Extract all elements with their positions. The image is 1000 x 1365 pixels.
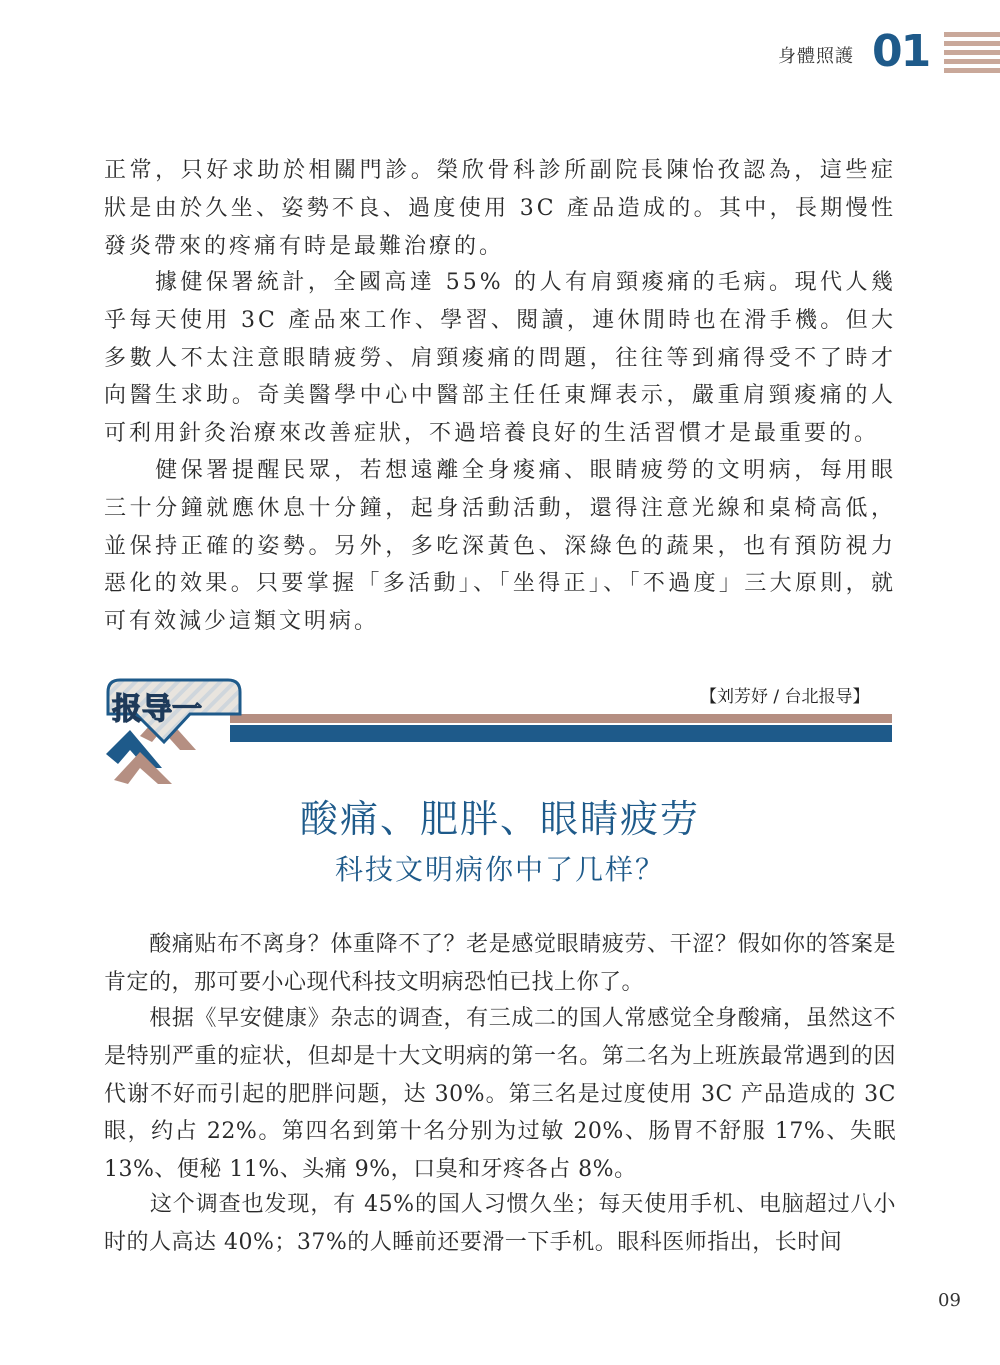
report-label: 报导一: [112, 692, 202, 727]
article-paragraph-1: 酸痛贴布不离身？体重降不了？老是感觉眼睛疲劳、干涩？假如你的答案是肯定的，那可要小心现代科技文明病恐怕已找上你了。: [104, 932, 896, 995]
article-paragraph-3: 这个调查也发现，有 45%的国人习惯久坐；每天使用手机、电脑超过八小时的人高达 40%；37%的人睡前还要滑一下手机。眼科医师指出，长时间: [104, 1192, 896, 1255]
page-number: 09: [938, 1290, 961, 1311]
article-paragraph-2: 根据《早安健康》杂志的调查，有三成二的国人常感觉全身酸痛，虽然这不是特别严重的症状，但却是十大文明病的第一名。第二名为上班族最常遇到的因代谢不好而引起的肥胖问题，达 30%。第三名是过度使用 3C 产品造成的 3C 眼，约占 22%。第四名到第十名分别为过敏 20%、肠胃不舒服 17%、失眠 13%、便秘 11%、头痛 9%，口臭和牙疼各占 8%。: [104, 1006, 896, 1183]
body-paragraph-3: 健保署提醒民眾，若想遠離全身痠痛、眼睛疲勞的文明病，每用眼三十分鐘就應休息十分鐘，起身活動活動，還得注意光線和桌椅高低，並保持正確的姿勢。另外，多吃深黃色、深綠色的蔬果，也有預防視力惡化的效果。只要掌握「多活動」、「坐得正」、「不過度」三大原則，就可有效減少這類文明病。: [104, 458, 896, 635]
section-label: 身體照護: [778, 46, 854, 67]
chapter-number: 01: [872, 26, 930, 77]
body-paragraph-1: 正常，只好求助於相關門診。榮欣骨科診所副院長陳怡孜認為，這些症狀是由於久坐、姿勢不良、過度使用 3C 產品造成的。其中，長期慢性發炎帶來的疼痛有時是最難治療的。: [104, 158, 896, 259]
article-title: 酸痛、肥胖、眼睛疲劳: [299, 797, 700, 841]
header-stripes-decoration: [944, 32, 1000, 77]
body-paragraph-2: 據健保署統計，全國高達 55% 的人有肩頸痠痛的毛病。現代人幾乎每天使用 3C 產品來工作、學習、閱讀，連休閒時也在滑手機。但大多數人不太注意眼睛疲勞、肩頸痠痛的問題，往往等到痛得受不了時才向醫生求助。奇美醫學中心中醫部主任任東輝表示，嚴重肩頸痠痛的人可利用針灸治療來改善症狀，不過培養良好的生活習慣才是最重要的。: [104, 270, 896, 447]
article-subtitle: 科技文明病你中了几样？: [334, 853, 665, 886]
byline: 【刘芳妤 / 台北报导】: [700, 687, 870, 707]
